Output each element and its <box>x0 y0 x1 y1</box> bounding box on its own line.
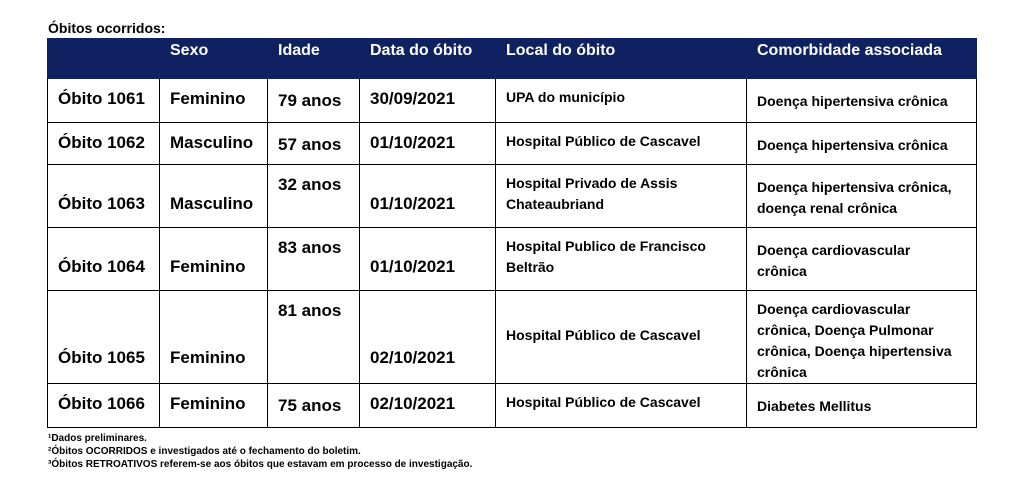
date-cell-line: 02/10/2021 <box>370 394 456 413</box>
location-cell-line: Chateaubriand <box>506 196 605 212</box>
sex-cell-line: Feminino <box>170 89 246 108</box>
death-id-cell-line: Óbito 1063 <box>58 194 145 213</box>
sex-cell-line: Masculino <box>170 133 254 152</box>
header-row <box>48 39 977 79</box>
date-cell-line: 30/09/2021 <box>370 89 456 108</box>
sex-cell-line: Feminino <box>170 394 246 413</box>
age-cell <box>268 291 360 384</box>
date-cell <box>360 165 496 228</box>
age-cell <box>268 165 360 228</box>
death-id-cell <box>48 79 160 123</box>
table-row <box>48 79 977 123</box>
date-cell <box>360 123 496 165</box>
death-id-cell-line: Óbito 1061 <box>58 89 145 108</box>
death-id-cell-line: Óbito 1065 <box>58 348 145 367</box>
death-id-cell <box>48 228 160 291</box>
deaths-table <box>47 38 977 428</box>
comorbidity-cell <box>747 228 977 291</box>
death-id-cell-line: Óbito 1064 <box>58 257 145 276</box>
location-cell-line: Hospital Publico de Francisco <box>506 238 706 254</box>
age-cell-line: 57 anos <box>278 135 342 154</box>
comorbidity-cell-line: crônica <box>757 263 807 279</box>
comorbidity-cell-line: Doença cardiovascular <box>757 242 911 258</box>
comorbidity-cell-line: Diabetes Mellitus <box>757 398 872 414</box>
location-cell <box>496 291 747 384</box>
comorbidity-cell <box>747 123 977 165</box>
age-cell-line: 75 anos <box>278 396 342 415</box>
comorbidity-cell-line: crônica, Doença hipertensiva <box>757 343 952 359</box>
footnote: ¹Dados preliminares. <box>48 433 147 444</box>
comorbidity-cell-line: Doença hipertensiva crônica <box>757 137 948 153</box>
age-cell-line: 81 anos <box>278 301 342 320</box>
date-cell <box>360 79 496 123</box>
age-cell <box>268 384 360 428</box>
location-cell <box>496 384 747 428</box>
footnotes <box>48 432 472 471</box>
age-cell-line: 83 anos <box>278 238 342 257</box>
location-cell <box>496 228 747 291</box>
date-cell-line: 01/10/2021 <box>370 257 456 276</box>
age-cell <box>268 123 360 165</box>
location-cell <box>496 123 747 165</box>
comorbidity-cell <box>747 165 977 228</box>
death-id-cell-line: Óbito 1066 <box>58 394 145 413</box>
header-cell: Sexo <box>160 39 268 79</box>
sex-cell <box>160 384 268 428</box>
table-row <box>48 228 977 291</box>
location-cell <box>496 165 747 228</box>
location-cell <box>496 79 747 123</box>
footnote: ²Óbitos OCORRIDOS e investigados até o fechamento do boletim. <box>48 446 361 457</box>
location-cell-line: Hospital Público de Cascavel <box>506 133 701 149</box>
table-row <box>48 384 977 428</box>
header-cell: Local do óbito <box>496 39 747 79</box>
sex-cell <box>160 123 268 165</box>
age-cell-line: 79 anos <box>278 91 342 110</box>
age-cell <box>268 79 360 123</box>
comorbidity-cell-line: crônica, Doença Pulmonar <box>757 322 934 338</box>
header-cell: Comorbidade associada <box>747 39 977 79</box>
date-cell-line: 02/10/2021 <box>370 348 456 367</box>
sex-cell <box>160 79 268 123</box>
comorbidity-cell-line: doença renal crônica <box>757 200 898 216</box>
comorbidity-cell-line: crônica <box>757 364 807 380</box>
comorbidity-cell-line: Doença cardiovascular <box>757 301 911 317</box>
location-cell-line: Hospital Público de Cascavel <box>506 394 701 410</box>
location-cell-line: Beltrão <box>506 259 555 275</box>
death-id-cell <box>48 165 160 228</box>
age-cell <box>268 228 360 291</box>
death-id-cell <box>48 384 160 428</box>
date-cell-line: 01/10/2021 <box>370 133 456 152</box>
comorbidity-cell <box>747 291 977 384</box>
sex-cell <box>160 291 268 384</box>
date-cell-line: 01/10/2021 <box>370 194 456 213</box>
date-cell <box>360 384 496 428</box>
table-row <box>48 165 977 228</box>
date-cell <box>360 228 496 291</box>
death-id-cell-line: Óbito 1062 <box>58 133 145 152</box>
comorbidity-cell-line: Doença hipertensiva crônica <box>757 93 948 109</box>
sex-cell-line: Feminino <box>170 257 246 276</box>
sex-cell <box>160 165 268 228</box>
footnote: ³Óbitos RETROATIVOS referem-se aos óbitos que estavam em processo de investigação. <box>48 459 473 470</box>
location-cell-line: Hospital Público de Cascavel <box>506 327 701 343</box>
comorbidity-cell <box>747 384 977 428</box>
sex-cell-line: Masculino <box>170 194 254 213</box>
header-cell: Data do óbito <box>360 39 496 79</box>
sex-cell <box>160 228 268 291</box>
sex-cell-line: Feminino <box>170 348 246 367</box>
table-caption: Óbitos ocorridos: <box>48 20 166 36</box>
location-cell-line: Hospital Privado de Assis <box>506 175 678 191</box>
age-cell-line: 32 anos <box>278 175 342 194</box>
date-cell <box>360 291 496 384</box>
death-id-cell <box>48 123 160 165</box>
table-row <box>48 291 977 384</box>
header-cell <box>48 39 160 79</box>
death-id-cell <box>48 291 160 384</box>
table-row <box>48 123 977 165</box>
comorbidity-cell <box>747 79 977 123</box>
header-cell: Idade <box>268 39 360 79</box>
comorbidity-cell-line: Doença hipertensiva crônica, <box>757 179 952 195</box>
location-cell-line: UPA do município <box>506 89 625 105</box>
